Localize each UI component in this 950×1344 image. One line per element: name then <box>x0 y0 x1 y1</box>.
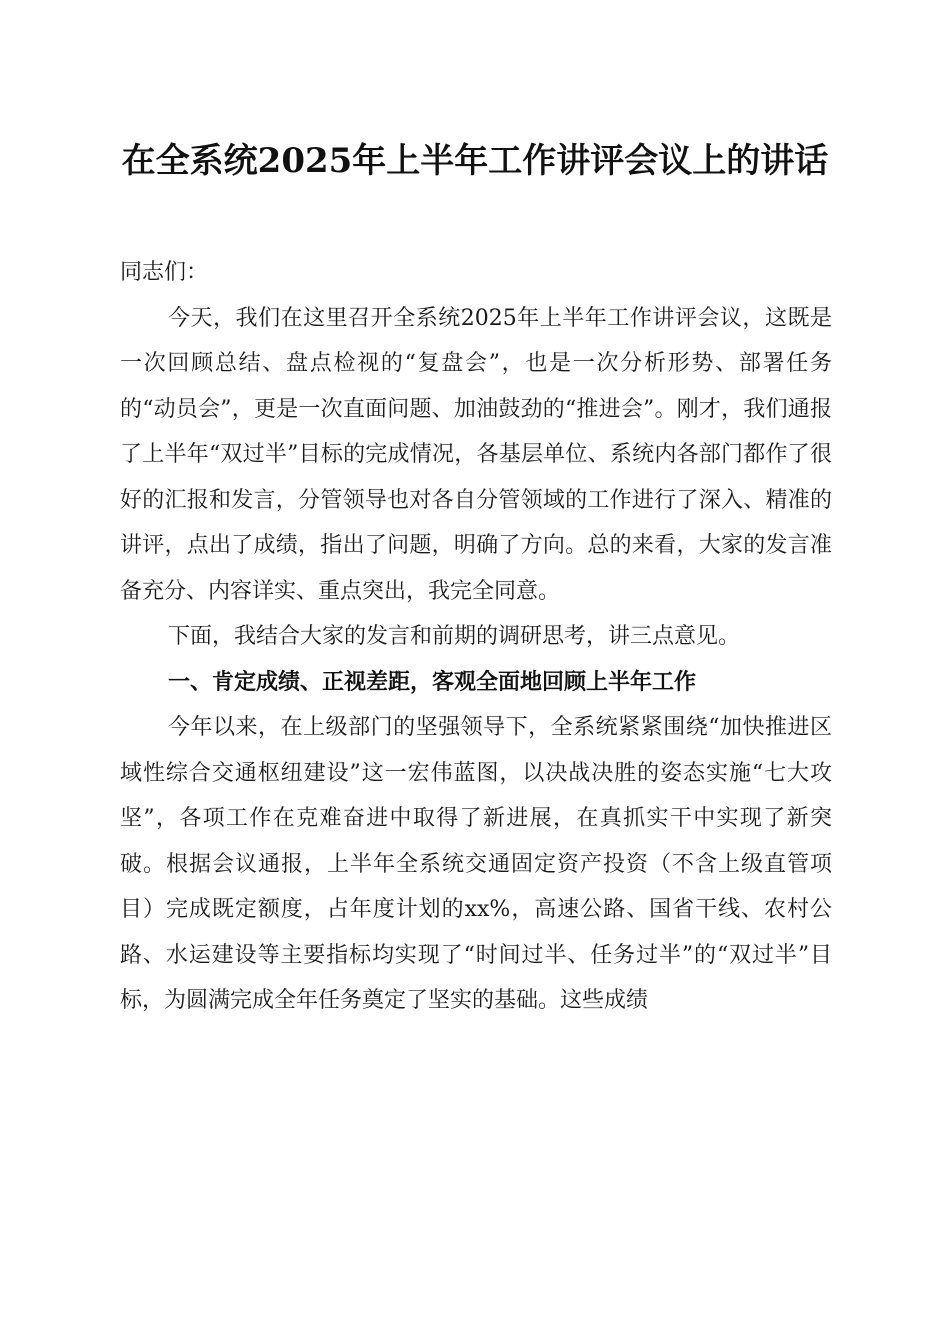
paragraph-section-1: 今年以来，在上级部门的坚强领导下，全系统紧紧围绕“加快推进区域性综合交通枢纽建设”这一宏伟蓝图，以决战决胜的姿态实施“七大攻坚”，各项工作在克难奋进中取得了新进展，在真抓实干中实现了新突破。根据会议通报，上半年全系统交通固定资产投资（不含上级直管项目）完成既定额度，占年度计划的xx%，高速公路、国省干线、农村公路、水运建设等主要指标均实现了“时间过半、任务过半”的“双过半”目标，为圆满完成全年任务奠定了坚实的基础。这些成绩 <box>120 715 832 1013</box>
document-body <box>120 250 832 1024</box>
paragraph-outline: 下面，我结合大家的发言和前期的调研思考，讲三点意见。 <box>168 624 741 649</box>
paragraph-opening: 今天，我们在这里召开全系统2025年上半年工作讲评会议，这既是一次回顾总结、盘点检视的“复盘会”，也是一次分析形势、部署任务的“动员会”，更是一次直面问题、加油鼓劲的“推进会”。刚才，我们通报了上半年“双过半”目标的完成情况，各基层单位、系统内各部门都作了很好的汇报和发言，分管领导也对各自分管领域的工作进行了深入、精准的讲评，点出了成绩，指出了问题，明确了方向。总的来看，大家的发言准备充分、内容详实、重点突出，我完全同意。 <box>120 305 832 604</box>
document-title: 在全系统2025年上半年工作讲评会议上的讲话 <box>121 141 829 181</box>
section-heading-1: 一、肯定成绩、正视差距，客观全面地回顾上半年工作 <box>168 669 697 695</box>
salutation: 同志们： <box>120 260 209 285</box>
